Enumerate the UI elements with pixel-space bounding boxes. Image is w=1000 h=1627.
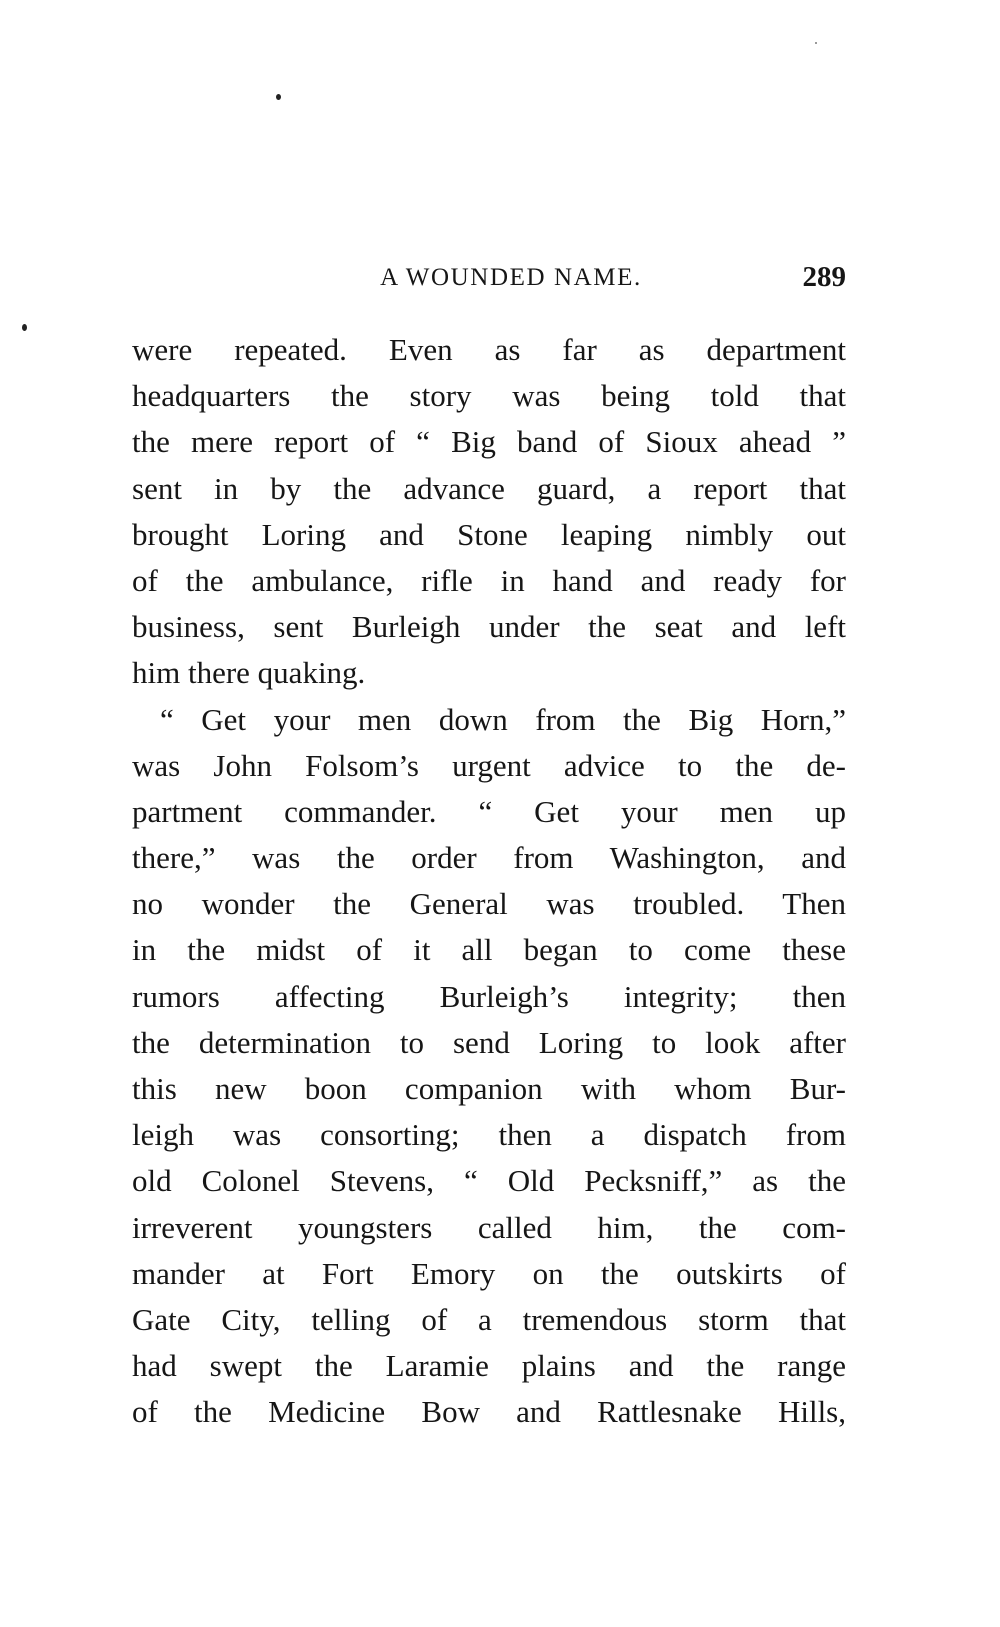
text-line: headquarters the story was being told that (132, 378, 846, 414)
text-line: were repeated. Even as far as department (132, 332, 846, 367)
text-line: mander at Fort Emory on the outskirts of (132, 1255, 846, 1291)
ink-speck (22, 324, 27, 331)
text-line: no wonder the General was troubled. Then (132, 886, 846, 922)
text-line: was John Folsom’s urgent advice to the de- (132, 747, 846, 783)
text-line: Gate City, telling of a tremendous storm that (132, 1301, 846, 1337)
text-line: there,” was the order from Washington, and (132, 840, 846, 876)
ink-speck (276, 94, 281, 100)
text-line: of the ambulance, rifle in hand and ready for (132, 562, 846, 598)
text-line: business, sent Burleigh under the seat and left (132, 609, 846, 645)
text-line: rumors affecting Burleigh’s integrity; then (132, 978, 846, 1014)
text-line: this new boon companion with whom Bur- (132, 1071, 846, 1106)
text-line: irreverent youngsters called him, the com- (132, 1209, 846, 1245)
text-line: partment commander. “ Get your men up (132, 793, 846, 829)
text-line: the determination to send Loring to look after (132, 1024, 846, 1060)
running-title: A WOUNDED NAME. (380, 264, 642, 291)
paragraph-end-line: him there quaking. (132, 655, 366, 691)
text-line: had swept the Laramie plains and the range (132, 1348, 846, 1384)
running-head (130, 261, 852, 304)
text-line: leigh was consorting; then a dispatch from (132, 1117, 846, 1153)
paragraph-start-line: “ Get your men down from the Big Horn,” (160, 701, 846, 737)
text-line: sent in by the advance guard, a report that (132, 470, 846, 506)
text-line: in the midst of it all began to come these (132, 932, 846, 968)
text-line: of the Medicine Bow and Rattlesnake Hills, (132, 1394, 846, 1430)
text-body (132, 327, 846, 1436)
text-line: old Colonel Stevens, “ Old Pecksniff,” as the (132, 1163, 846, 1199)
text-line: the mere report of “ Big band of Sioux ahead ” (132, 424, 846, 460)
page-number: 289 (802, 261, 846, 293)
ink-speck (815, 42, 817, 44)
text-line: brought Loring and Stone leaping nimbly out (132, 516, 846, 552)
